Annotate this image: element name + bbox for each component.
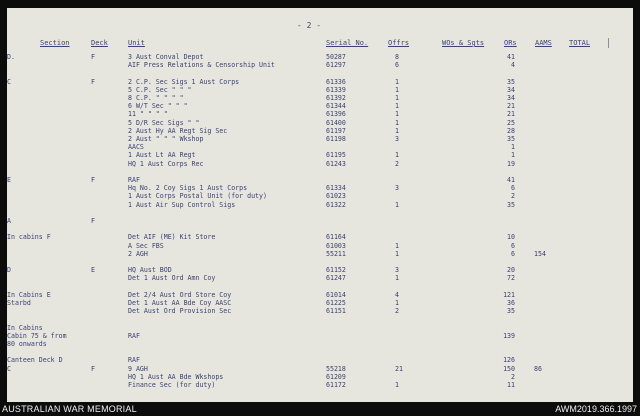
table-row xyxy=(7,119,633,127)
row-ors: 36 xyxy=(507,299,515,307)
pencil-mark xyxy=(608,38,609,48)
row-ors: 150 xyxy=(503,364,515,373)
row-ors xyxy=(501,168,515,176)
row-section: Starbd xyxy=(7,299,31,307)
row-section: Cabin 75 & from xyxy=(7,331,67,340)
row-serial-no: 61396 xyxy=(326,110,346,119)
row-serial-no: 50287 xyxy=(326,53,346,61)
row-serial-no: 61164 xyxy=(326,233,346,242)
row-unit: 6 W/T Sec " " " xyxy=(128,102,188,111)
row-section: A xyxy=(7,217,11,225)
table-row xyxy=(7,143,633,151)
row-offrs: 1 xyxy=(395,381,399,389)
table-row xyxy=(7,176,633,184)
row-unit: 8 C.P. " " " " xyxy=(128,94,184,102)
row-unit: 3 Aust Conval Depot xyxy=(128,53,204,61)
table-row xyxy=(7,307,633,315)
row-section: In Cabins E xyxy=(7,290,51,299)
row-ors xyxy=(501,258,515,266)
row-serial-no: 61198 xyxy=(326,135,346,143)
table-row xyxy=(7,61,633,69)
row-ors: 41 xyxy=(507,53,515,61)
row-ors: 2 xyxy=(511,192,515,201)
row-offrs: 1 xyxy=(395,85,399,94)
row-ors: 21 xyxy=(507,110,515,119)
header-wos-sgts: WOs & Sgts xyxy=(442,39,485,47)
row-serial-no: 61172 xyxy=(326,381,346,389)
row-serial-no: 61003 xyxy=(326,241,346,250)
row-ors xyxy=(501,315,515,323)
row-offrs: 1 xyxy=(395,110,399,119)
table-row xyxy=(7,283,633,291)
footer-institution: AUSTRALIAN WAR MEMORIAL xyxy=(2,404,137,414)
row-unit: Det AIF (ME) Kit Store xyxy=(128,233,216,242)
table-row xyxy=(7,233,633,241)
row-unit: A Sec FBS xyxy=(128,241,164,250)
row-unit: 9 AGH xyxy=(128,364,148,373)
row-serial-no: 61195 xyxy=(326,151,346,160)
row-ors xyxy=(501,217,515,225)
row-ors: 25 xyxy=(507,118,515,127)
row-ors: 11 xyxy=(507,381,515,389)
row-serial-no: 61400 xyxy=(326,118,346,127)
row-unit: HQ 1 Aust Corps Rec xyxy=(128,159,204,168)
row-ors: 1 xyxy=(511,143,515,152)
table-row xyxy=(7,225,633,233)
row-unit: HQ 1 Aust AA Bde Wkshops xyxy=(128,372,224,381)
row-ors: 21 xyxy=(507,102,515,111)
row-section: In Cabins xyxy=(7,323,43,332)
row-offrs: 1 xyxy=(395,118,399,127)
row-ors: 6 xyxy=(511,184,515,193)
row-deck: F xyxy=(91,217,95,225)
row-offrs: 1 xyxy=(395,94,399,102)
row-unit: Det 2/4 Aust Ord Store Coy xyxy=(128,290,232,299)
table-row xyxy=(7,217,633,225)
row-ors: 28 xyxy=(507,126,515,135)
row-ors: 41 xyxy=(507,176,515,184)
row-unit: Det 1 Aust Ord Amn Coy xyxy=(128,274,216,283)
header-total: TOTAL xyxy=(569,39,591,47)
header-ors: ORs xyxy=(504,39,517,47)
table-row xyxy=(7,258,633,266)
table-row xyxy=(7,127,633,135)
row-serial-no: 61197 xyxy=(326,126,346,135)
row-unit: 1 Aust Corps Postal Unit (for duty) xyxy=(128,192,267,201)
header-aams: AAMS xyxy=(535,39,552,47)
table-row xyxy=(7,168,633,176)
row-unit: Hq No. 2 Coy Sigs 1 Aust Corps xyxy=(128,184,248,193)
row-offrs: 1 xyxy=(395,241,399,250)
row-unit: AACS xyxy=(128,143,144,152)
row-offrs: 1 xyxy=(395,299,399,307)
document-page xyxy=(7,8,633,402)
row-serial-no: 61023 xyxy=(326,192,346,201)
row-offrs: 2 xyxy=(395,159,399,168)
row-offrs: 1 xyxy=(395,200,399,209)
row-aams: 86 xyxy=(534,364,542,373)
row-unit: 2 Aust " " " Wkshop xyxy=(128,135,204,143)
row-ors xyxy=(501,69,515,77)
row-deck: F xyxy=(91,176,95,184)
table-row xyxy=(7,381,633,389)
footer-bar xyxy=(0,402,640,416)
table-row xyxy=(7,151,633,159)
table-row xyxy=(7,184,633,192)
row-ors: 6 xyxy=(511,241,515,250)
table-row xyxy=(7,250,633,258)
table-row xyxy=(7,365,633,373)
row-unit: 11 " " " " xyxy=(128,110,168,119)
row-unit: Det Aust Ord Provision Sec xyxy=(128,307,232,316)
header-deck: Deck xyxy=(91,39,108,47)
table-row xyxy=(7,135,633,143)
row-offrs: 8 xyxy=(395,53,399,61)
row-ors xyxy=(501,348,515,356)
row-offrs: 3 xyxy=(395,266,399,275)
row-unit: 5 C.P. Sec " " " xyxy=(128,85,192,94)
table-row xyxy=(7,86,633,94)
table-row xyxy=(7,201,633,209)
table-row xyxy=(7,192,633,200)
row-offrs: 1 xyxy=(395,274,399,283)
row-ors: 4 xyxy=(511,61,515,70)
row-ors: 6 xyxy=(511,249,515,258)
row-unit: Det 1 Aust AA Bde Coy AASC xyxy=(128,299,232,307)
row-ors: 35 xyxy=(507,200,515,209)
row-offrs: 1 xyxy=(395,249,399,258)
row-section: D xyxy=(7,266,11,275)
header-unit: Unit xyxy=(128,39,145,47)
row-offrs: 3 xyxy=(395,184,399,193)
row-serial-no: 55218 xyxy=(326,364,346,373)
row-offrs: 6 xyxy=(395,61,399,70)
row-serial-no: 61225 xyxy=(326,299,346,307)
row-offrs: 4 xyxy=(395,290,399,299)
row-serial-no: 61014 xyxy=(326,290,346,299)
table-row xyxy=(7,348,633,356)
row-deck: E xyxy=(91,266,95,275)
row-deck: F xyxy=(91,364,95,373)
row-ors: 34 xyxy=(507,85,515,94)
page-number: - 2 - xyxy=(297,21,322,30)
row-ors xyxy=(501,324,515,332)
row-serial-no: 55211 xyxy=(326,249,346,258)
row-ors: 72 xyxy=(507,274,515,283)
table-row xyxy=(7,324,633,332)
row-section: In cabins F xyxy=(7,233,51,242)
table-row xyxy=(7,94,633,102)
row-ors: 35 xyxy=(507,77,515,86)
row-unit: 5 D/R Sec Sigs " " xyxy=(128,118,200,127)
row-serial-no: 61334 xyxy=(326,184,346,193)
row-unit: 2 C.P. Sec Sigs 1 Aust Corps xyxy=(128,77,240,86)
row-deck: F xyxy=(91,53,95,61)
row-serial-no: 61392 xyxy=(326,94,346,102)
row-unit: AIF Press Relations & Censorship Unit xyxy=(128,61,275,70)
table-row xyxy=(7,160,633,168)
row-ors: 35 xyxy=(507,135,515,143)
row-ors: 20 xyxy=(507,266,515,275)
row-ors xyxy=(501,283,515,291)
table-row xyxy=(7,315,633,323)
row-section: D. xyxy=(7,53,15,61)
row-serial-no: 61336 xyxy=(326,77,346,86)
row-ors xyxy=(501,340,515,348)
row-serial-no: 61297 xyxy=(326,61,346,70)
row-offrs: 3 xyxy=(395,135,399,143)
header-offrs: Offrs xyxy=(388,39,410,47)
header-section: Section xyxy=(40,39,70,47)
row-ors: 10 xyxy=(507,233,515,242)
table-row xyxy=(7,209,633,217)
table-row xyxy=(7,102,633,110)
row-section: Canteen Deck D xyxy=(7,356,63,365)
row-offrs: 1 xyxy=(395,151,399,160)
row-unit: 2 Aust Hy AA Regt Sig Sec xyxy=(128,126,228,135)
row-unit: RAF xyxy=(128,331,140,340)
table-row xyxy=(7,78,633,86)
row-section: C xyxy=(7,364,11,373)
row-offrs: 1 xyxy=(395,102,399,111)
table-row xyxy=(7,110,633,118)
row-section: E xyxy=(7,176,11,184)
row-offrs: 2 xyxy=(395,307,399,316)
row-serial-no: 61243 xyxy=(326,159,346,168)
table-row xyxy=(7,332,633,340)
row-ors xyxy=(501,225,515,233)
table-row xyxy=(7,242,633,250)
row-unit: 1 Aust Air Sup Control Sigs xyxy=(128,200,236,209)
table-row xyxy=(7,291,633,299)
row-section: 80 onwards xyxy=(7,340,47,348)
row-ors: 1 xyxy=(511,151,515,160)
row-ors: 121 xyxy=(503,290,515,299)
row-unit: Finance Sec (for duty) xyxy=(128,381,216,389)
row-offrs: 1 xyxy=(395,77,399,86)
row-ors: 19 xyxy=(507,159,515,168)
row-aams: 154 xyxy=(534,249,546,258)
table-row xyxy=(7,299,633,307)
row-ors: 126 xyxy=(503,356,515,365)
header-serial: Serial No. xyxy=(326,39,369,47)
row-unit: RAF xyxy=(128,176,140,184)
table-row xyxy=(7,53,633,61)
row-serial-no: 61247 xyxy=(326,274,346,283)
table-row xyxy=(7,340,633,348)
row-ors: 34 xyxy=(507,94,515,102)
table-row xyxy=(7,266,633,274)
row-deck: F xyxy=(91,77,95,86)
row-serial-no: 61344 xyxy=(326,102,346,111)
table-row xyxy=(7,69,633,77)
row-ors: 139 xyxy=(503,331,515,340)
row-serial-no: 61209 xyxy=(326,372,346,381)
row-serial-no: 61339 xyxy=(326,85,346,94)
row-unit: RAF xyxy=(128,356,140,365)
row-serial-no: 61322 xyxy=(326,200,346,209)
row-unit: 1 Aust Lt AA Regt xyxy=(128,151,196,160)
row-serial-no: 61152 xyxy=(326,266,346,275)
table-row xyxy=(7,356,633,364)
row-serial-no: 61151 xyxy=(326,307,346,316)
row-ors: 2 xyxy=(511,372,515,381)
row-unit: 2 AGH xyxy=(128,249,148,258)
footer-accession-number: AWM2019.366.1997 xyxy=(555,404,637,414)
row-unit: HQ Aust BOD xyxy=(128,266,172,275)
table-row xyxy=(7,373,633,381)
row-ors xyxy=(501,209,515,217)
row-section: C xyxy=(7,77,11,86)
row-offrs: 1 xyxy=(395,126,399,135)
table-row xyxy=(7,274,633,282)
row-ors: 35 xyxy=(507,307,515,316)
row-offrs: 21 xyxy=(395,364,403,373)
